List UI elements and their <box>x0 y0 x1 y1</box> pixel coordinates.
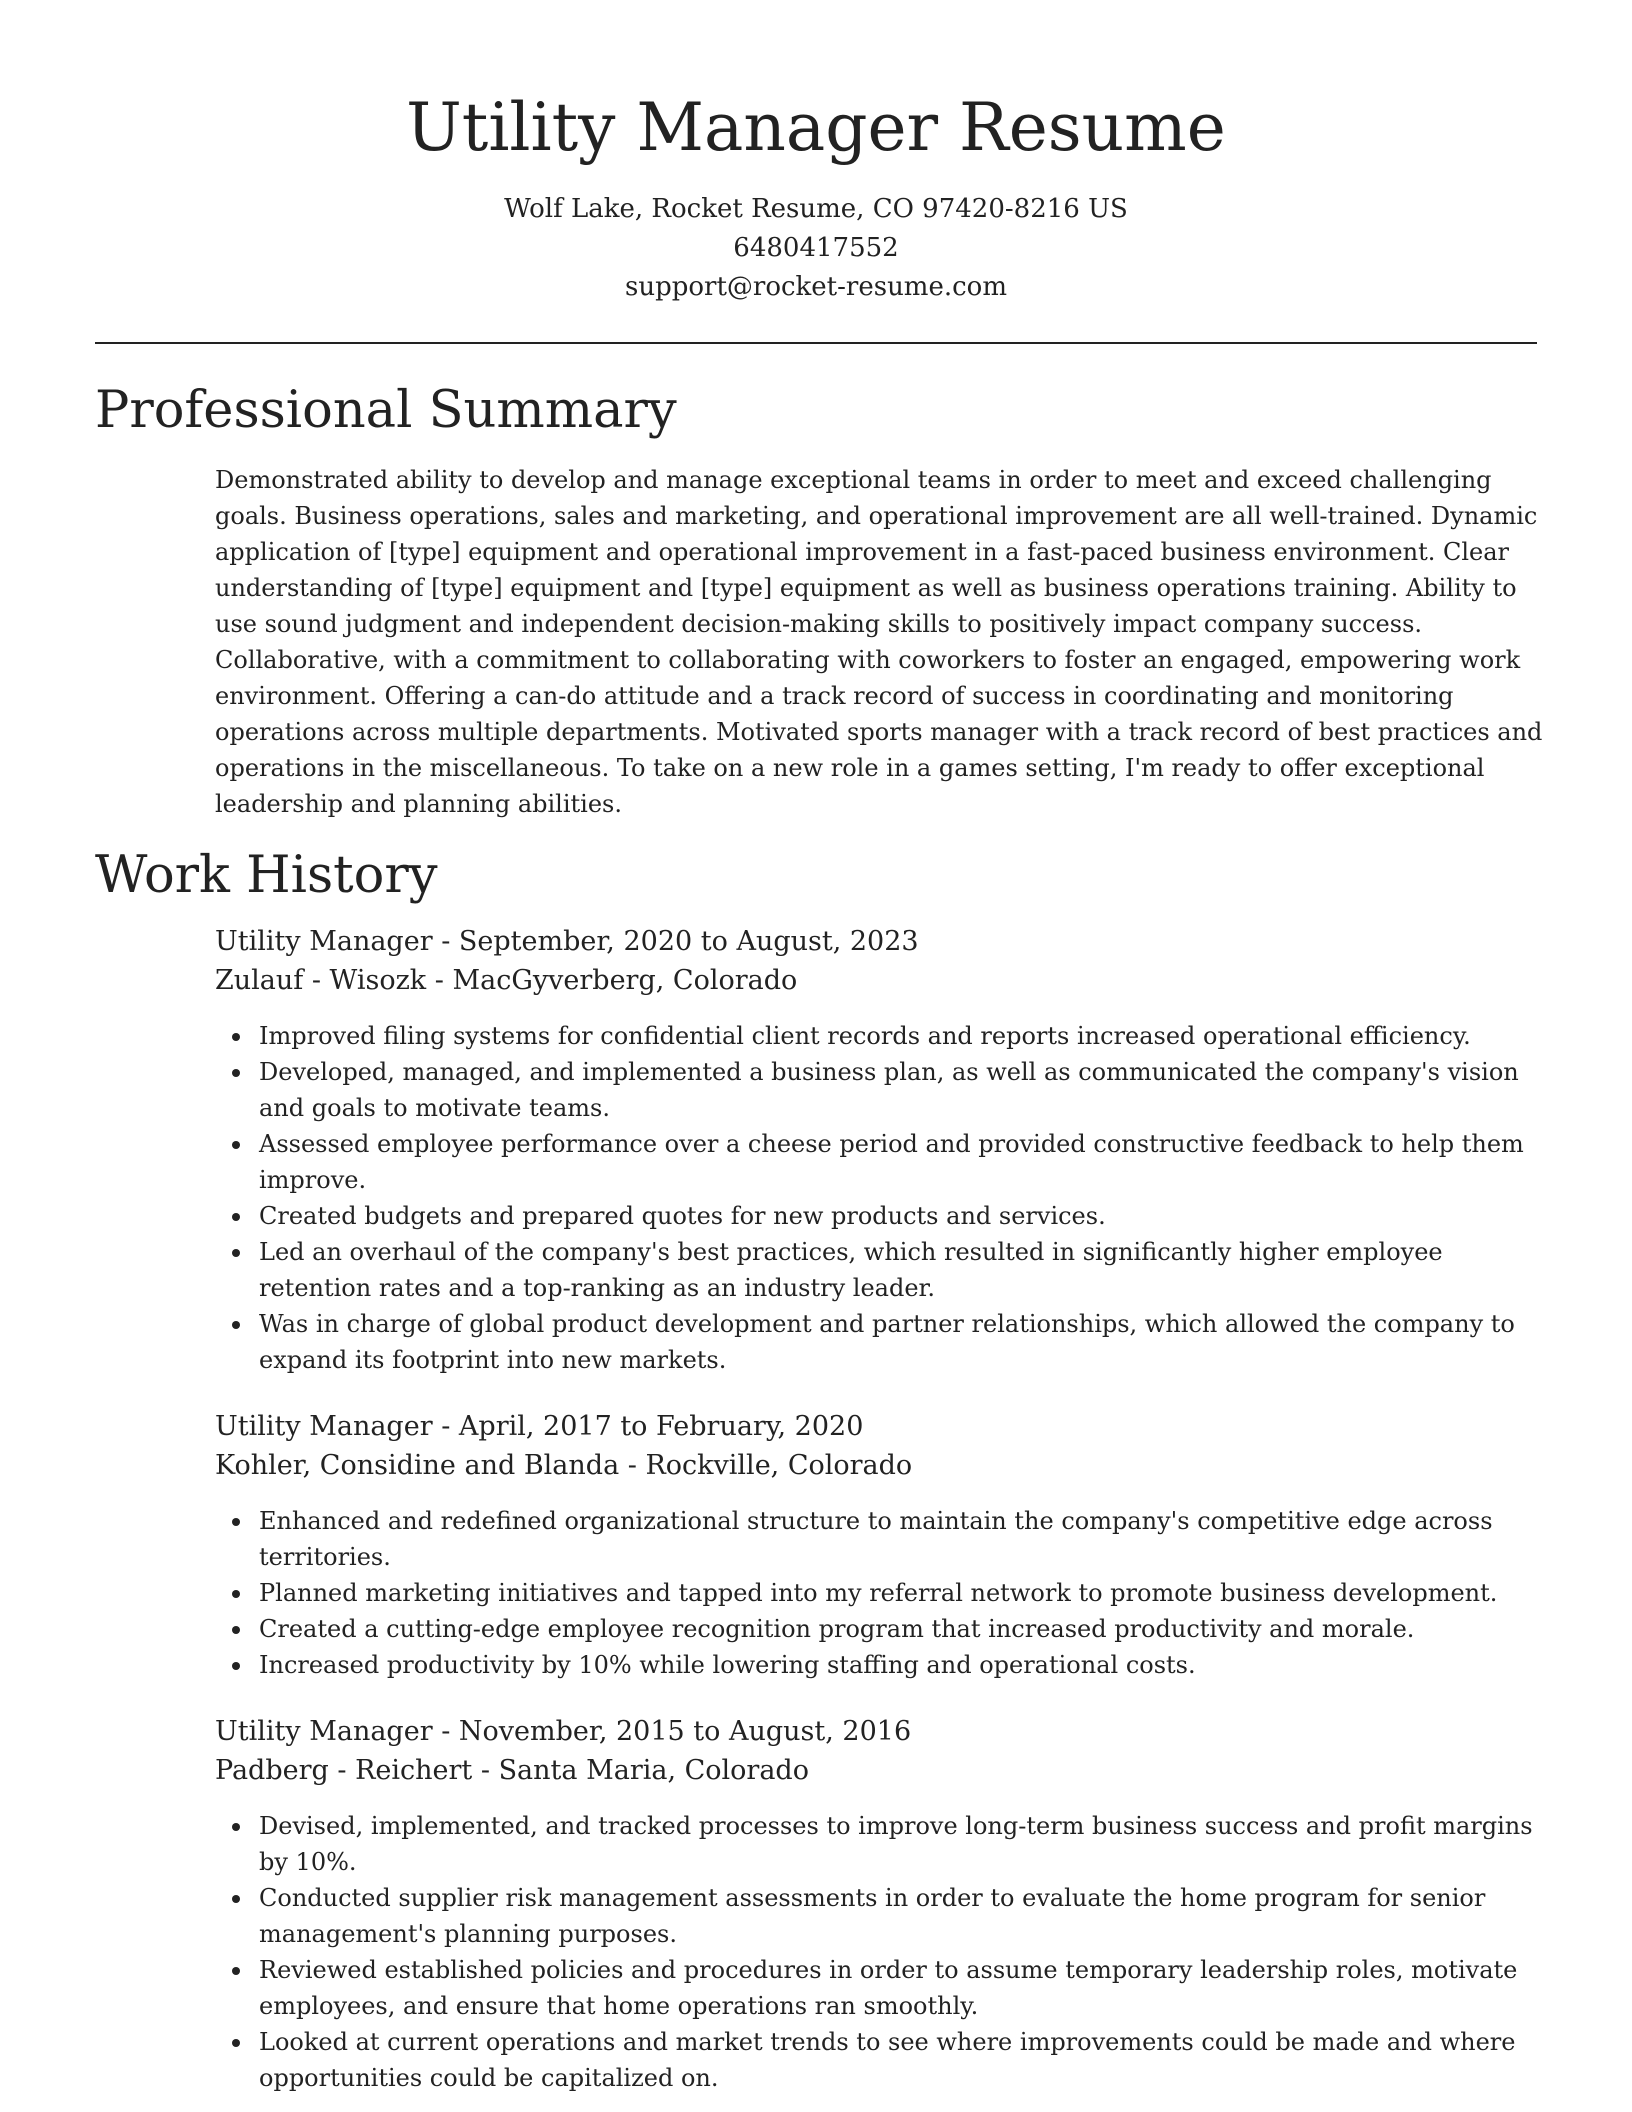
duty-item: Planned marketing initiatives and tapped into my referral network to promote business development. <box>259 1575 1545 1611</box>
job-dates: September, 2020 to August, 2023 <box>458 926 919 957</box>
duty-item: Was in charge of global product development and partner relationships, which allowed the company to expand its footprint into new markets. <box>259 1306 1545 1378</box>
job-company-line: Zulauf - Wisozk - MacGyverberg, Colorado <box>215 965 798 996</box>
duty-item: Assessed employee performance over a cheese period and provided constructive feedback to help them improve. <box>259 1126 1545 1198</box>
job-entry <box>215 1712 1545 2096</box>
section-title-summary: Professional Summary <box>95 381 677 440</box>
duty-item: Created budgets and prepared quotes for new products and services. <box>259 1198 1545 1234</box>
duty-item: Reviewed established policies and procedures in order to assume temporary leadership roles, motivate employees, and ensure that home operations ran smoothly. <box>259 1952 1545 2024</box>
resume-title: Utility Manager Resume <box>406 89 1226 166</box>
section-title-work-history: Work History <box>95 846 438 905</box>
duty-item: Looked at current operations and market trends to see where improvements could be made and where opportunities could be capitalized on. <box>259 2024 1545 2096</box>
job-dates: April, 2017 to February, 2020 <box>458 1411 864 1442</box>
job-location: Santa Maria, Colorado <box>498 1755 809 1786</box>
job-entry <box>215 1407 1545 1683</box>
job-duties <box>215 1503 1545 1683</box>
job-company: Kohler, Considine and Blanda <box>215 1450 620 1481</box>
job-title: Utility Manager <box>215 926 433 957</box>
job-duties <box>215 1808 1545 2096</box>
duty-item: Conducted supplier risk management assessments in order to evaluate the home program for senior management's planning purposes. <box>259 1880 1545 1952</box>
job-company-line: Padberg - Reichert - Santa Maria, Colorado <box>215 1755 809 1786</box>
job-company-line: Kohler, Considine and Blanda - Rockville, Colorado <box>215 1450 913 1481</box>
header-divider <box>95 342 1537 344</box>
job-title-line: Utility Manager - April, 2017 to February, 2020 <box>215 1411 864 1442</box>
duty-item: Increased productivity by 10% while lowering staffing and operational costs. <box>259 1647 1545 1683</box>
duty-item: Developed, managed, and implemented a business plan, as well as communicated the company's vision and goals to motivate teams. <box>259 1054 1545 1126</box>
job-location: Rockville, Colorado <box>645 1450 913 1481</box>
contact-address: Wolf Lake, Rocket Resume, CO 97420-8216 US <box>504 194 1128 224</box>
job-company: Padberg - Reichert <box>215 1755 473 1786</box>
duty-item: Enhanced and redefined organizational structure to maintain the company's competitive edge across territories. <box>259 1503 1545 1575</box>
duty-item: Devised, implemented, and tracked processes to improve long-term business success and profit margins by 10%. <box>259 1808 1545 1880</box>
summary-text: Demonstrated ability to develop and manage exceptional teams in order to meet and exceed challenging goals. Business operations, sales and marketing, and operational improvement are all well-trained. Dynamic application of [type] equipment and operational improvement in a fast-paced business environment. Clear understanding of [type] equipment and [type] equipment as well as business operations training. Ability to use sound judgment and independent decision-making skills to positively impact company success. Collaborative, with a commitment to collaborating with coworkers to foster an engaged, empowering work environment. Offering a can-do attitude and a track record of success in coordinating and monitoring operations across multiple departments. Motivated sports manager with a track record of best practices and operations in the miscellaneous. To take on a new role in a games setting, I'm ready to offer exceptional leadership and planning abilities. <box>215 466 1543 818</box>
job-title-line: Utility Manager - November, 2015 to August, 2016 <box>215 1716 912 1747</box>
job-title: Utility Manager <box>215 1411 433 1442</box>
job-duties <box>215 1018 1545 1378</box>
job-title: Utility Manager <box>215 1716 433 1747</box>
job-location: MacGyverberg, Colorado <box>452 965 798 996</box>
job-title-line: Utility Manager - September, 2020 to August, 2023 <box>215 926 919 957</box>
contact-block <box>95 190 1537 307</box>
job-company: Zulauf - Wisozk <box>215 965 427 996</box>
job-dates: November, 2015 to August, 2016 <box>458 1716 912 1747</box>
duty-item: Led an overhaul of the company's best practices, which resulted in significantly higher employee retention rates and a top-ranking as an industry leader. <box>259 1234 1545 1306</box>
duty-item: Improved filing systems for confidential client records and reports increased operational efficiency. <box>259 1018 1545 1054</box>
contact-phone: 6480417552 <box>733 233 899 263</box>
job-entry <box>215 922 1545 1378</box>
contact-email: support@rocket-resume.com <box>624 272 1007 302</box>
duty-item: Created a cutting-edge employee recognition program that increased productivity and morale. <box>259 1611 1545 1647</box>
